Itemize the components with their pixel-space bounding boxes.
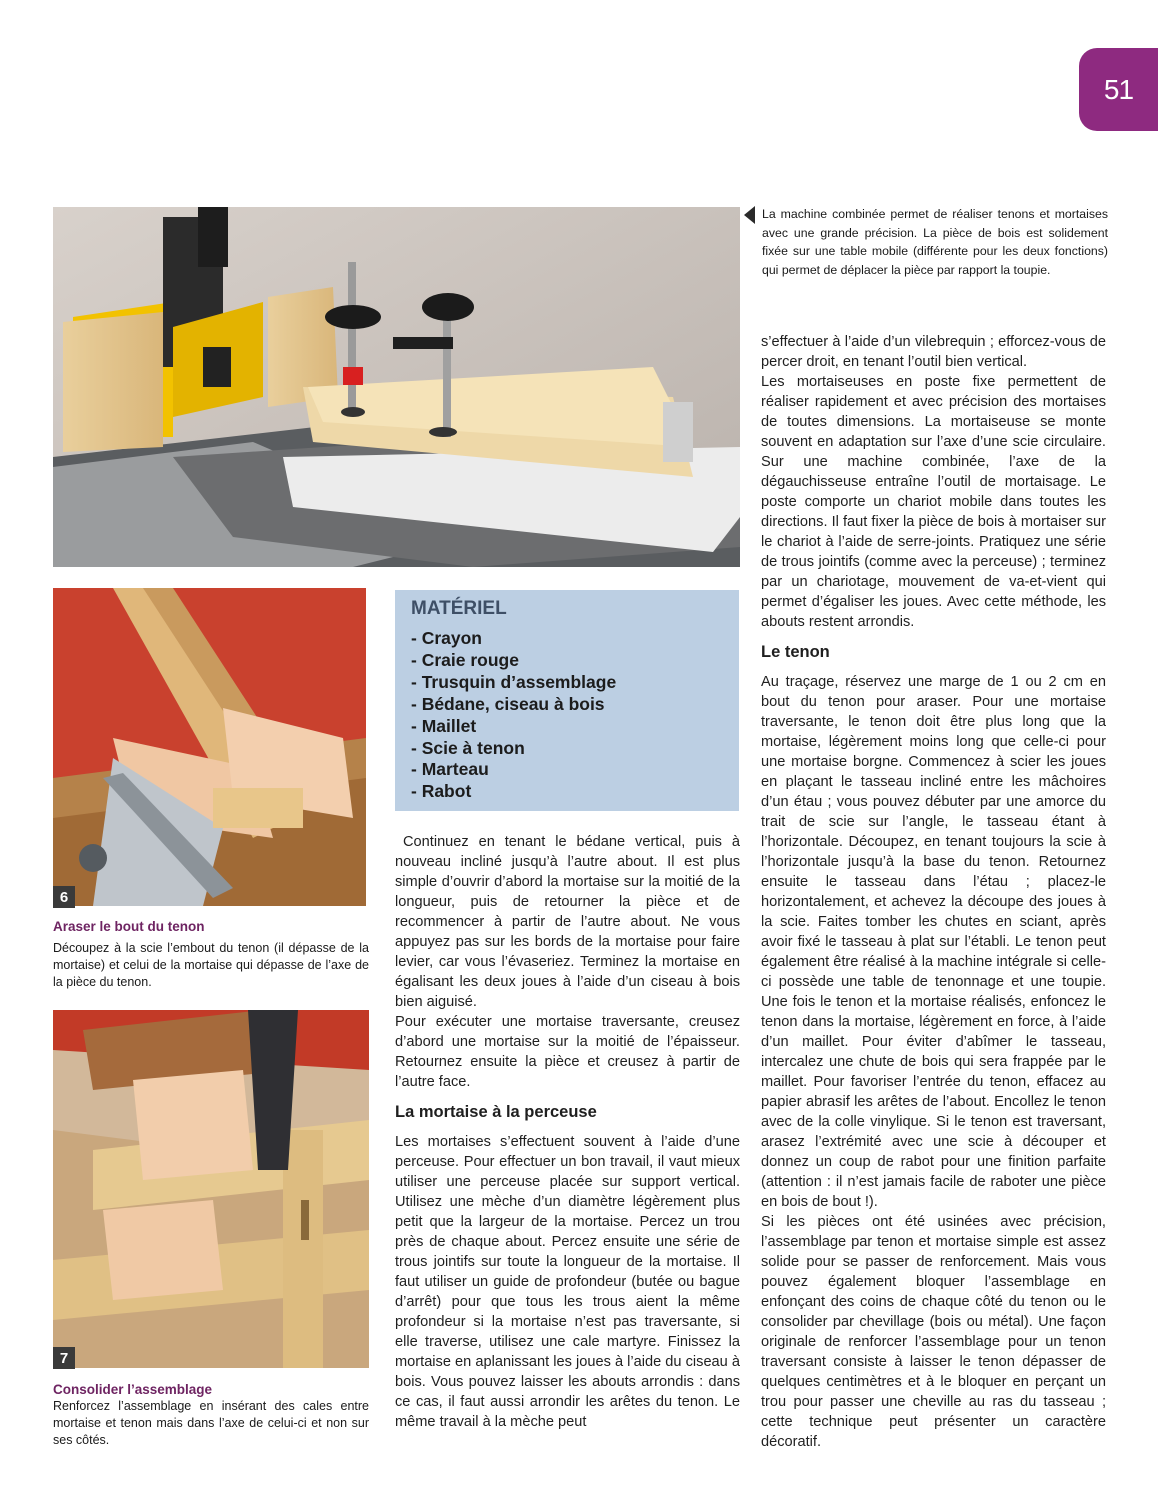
- section-heading: Le tenon: [761, 643, 830, 661]
- paragraph: Les mortaises s’effectuent souvent à l’aide d’une perceuse. Pour effectuer un bon travail, il vaut mieux utiliser une perceuse placée sur support vertical. Utilisez une mèche d’un diamètre légèrement plus petit que la largeur de la mortaise. Percez un trou près de chaque about. Percez ensuite une série de trous jointifs sur toute la longueur de la mortaise. Il faut utiliser un guide de profondeur (butée ou bague d’arrêt) pour que tous les trous aient la même profondeur si la mortaise n’est pas traversante, si elle traverse, utilisez une cale martyre. Finissez la mortaise en aplanissant les joues à l’aide du ciseau à bois. Vous pouvez laisser les abouts arrondis : dans ce cas, il faut aussi arrondir les arêtes du tenon. Le même travail à la mèche peut: [395, 1134, 740, 1430]
- materiel-title: MATÉRIEL: [411, 598, 507, 619]
- paragraph: Au traçage, réservez une marge de 1 ou 2 cm en bout du tenon pour araser. Pour une mortaise traversante, le tenon doit être plus long que la mortaise, légèrement moins long que celle-ci pour une mortaise borgne. Commencez à scier les joues en plaçant le tasseau incliné entre les mâchoires d’un étau ; vous pouvez débuter par une amorce du trait de scie sur l’angle, le tasseau étant à l’horizontale. Découpez, en tenant toujours la scie à l’horizontale jusqu’à la base du tenon. Retournez ensuite le tasseau dans l’étau ; placez-le horizontalement, et achevez la découpe des joues à la scie. Faites tomber les chutes en sciant, après avoir fixé le tasseau à plat sur l’établi. Le tenon peut également être réalisé à la machine intégrale si celle-ci possède une table de tenonnage et une toupie. Une fois le tenon et la mortaise réalisés, enfoncez le tenon dans la mortaise, légèrement en force, à l’aide d’un maillet. Pour éviter d’abîmer le tasseau, intercalez une chute de bois qui sera frappée par le maillet. Pour favoriser l’entrée du tenon, effacez au papier abrasif les arêtes de l’about. Encollez le tenon avec de la colle vinylique. Si le tenon est traversant, arasez l’extrémité avec une scie à découper et donnez un coup de rabot pour une finition parfaite (attention : il n’est jamais facile de raboter une pièce en bois de bout !).: [761, 674, 1106, 1210]
- page-number: 51: [1103, 73, 1134, 105]
- caption-arrow-icon: [744, 206, 755, 224]
- page-number-tab: [1079, 48, 1158, 131]
- right-column: [761, 332, 1106, 1452]
- materiel-item: - Craie rouge: [411, 649, 519, 670]
- figure-7-title: Consolider l’assemblage: [53, 1382, 213, 1397]
- materiel-item: - Crayon: [411, 628, 482, 648]
- materiel-item: - Maillet: [411, 715, 477, 736]
- figure-6-text: Découpez à la scie l’embout du tenon (il dépasse de la mortaise) et celui de la mortaise qui dépasse de l’axe de la pièce du tenon.: [53, 941, 369, 989]
- materiel-item: - Marteau: [411, 759, 489, 780]
- materiel-item: - Trusquin d’assemblage: [411, 671, 617, 692]
- materiel-list: [411, 628, 616, 803]
- middle-column: [395, 832, 740, 1432]
- paragraph: s’effectuer à l’aide d’un vilebrequin ; efforcez-vous de percer droit, en tenant l’outil bien vertical.: [761, 334, 1106, 370]
- figure-6-illustration: [53, 588, 366, 906]
- section-heading: La mortaise à la perceuse: [395, 1103, 597, 1121]
- materiel-item: - Bédane, ciseau à bois: [411, 693, 605, 714]
- figure-7-number: 7: [53, 1347, 75, 1369]
- figure-7-illustration: [53, 1010, 369, 1368]
- materiel-item: - Scie à tenon: [411, 737, 525, 758]
- materiel-item: - Rabot: [411, 781, 472, 802]
- materiel-box: [395, 590, 739, 811]
- figure-7-text: Renforcez l’assemblage en insérant des cales entre mortaise et tenon mais dans l’axe de celui-ci et non sur ses côtés.: [53, 1399, 369, 1447]
- paragraph: Continuez en tenant le bédane vertical, puis à nouveau incliné jusqu’à l’autre about. Il est plus simple d’ouvrir d’abord la mortaise sur la moitié de la longueur, puis de retourner la pièce et de recommencer à partir de l’autre about. Ne vous appuyez pas sur les bords de la mortaise pour faire levier, car vous l’évaseriez. Terminez la mortaise en égalisant les deux joues à l’aide d’un ciseau à bois bien aiguisé.: [395, 834, 740, 1010]
- paragraph: Pour exécuter une mortaise traversante, creusez d’abord une mortaise sur la moitié de l’épaisseur. Retournez ensuite la pièce et creusez à partir de l’autre face.: [395, 1014, 740, 1090]
- paragraph: Les mortaiseuses en poste fixe permettent de réaliser rapidement et avec précision des mortaises de toutes dimensions. La mortaiseuse se monte souvent en adaptation sur l’axe d’une scie circulaire. Sur une machine combinée, l’axe de la dégauchisseuse entraîne l’outil de mortaisage. Le poste comporte un chariot mobile dans toutes les directions. Il faut fixer la pièce de bois à mortaiser sur le chariot à l’aide de serre-joints. Pratiquez une série de trous jointifs (comme avec la perceuse) ; terminez par un chariotage, mouvement de va-et-vient qui permet d’égaliser les joues. Avec cette méthode, les abouts restent arrondis.: [761, 374, 1106, 630]
- figure-6-title: Araser le bout du tenon: [53, 919, 205, 934]
- photo-caption: La machine combinée permet de réaliser tenons et mortaises avec une grande précision. La pièce de bois est solidement fixée sur une table mobile (différente pour les deux fonctions) qui permet de déplacer la pièce par rapport la toupie.: [762, 207, 1108, 277]
- figure-6-number: 6: [53, 886, 75, 908]
- paragraph: Si les pièces ont été usinées avec précision, l’assemblage par tenon et mortaise simple est assez solide pour se passer de renforcement. Mais vous pouvez également bloquer l’assemblage en enfonçant des coins de chaque côté du tenon ou le consolider par chevillage (bois ou métal). Une façon originale de renforcer l’assemblage pour un tenon traversant consiste à laisser le tenon dépasser de quelques centimètres et à le bloquer en perçant un trou pour passer une cheville au ras du tasseau ; cette technique peut présenter un caractère décoratif.: [761, 1214, 1106, 1450]
- machine-photo: [53, 207, 740, 567]
